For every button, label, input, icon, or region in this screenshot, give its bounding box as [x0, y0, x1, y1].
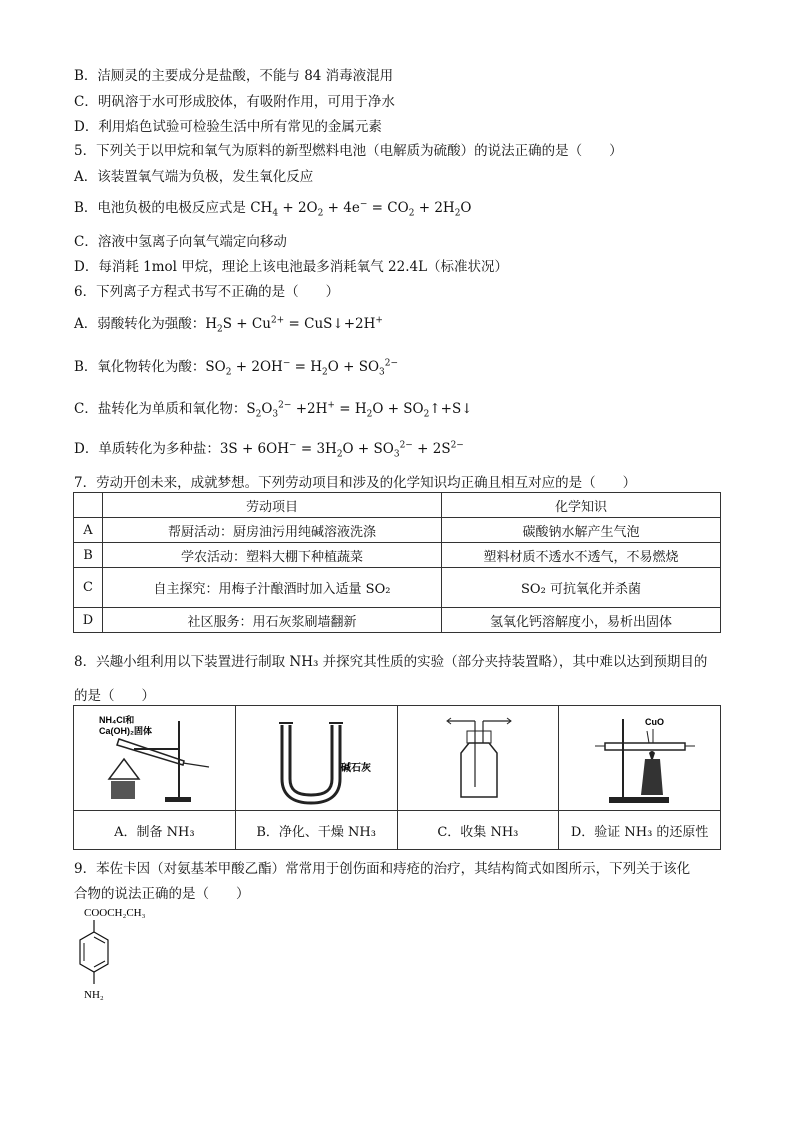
apparatus-d-cell	[559, 706, 721, 811]
apparatus-table	[73, 705, 721, 850]
structure-bottom-group: NH₂	[84, 989, 104, 1001]
question-7: 7．劳动开创未来，成就梦想。下列劳动项目和涉及的化学知识均正确且相互对应的是（ ）	[74, 475, 637, 491]
question-8-line2: 的是（ ）	[74, 688, 155, 704]
q6-option-c: C．盐转化为单质和氧化物：$S_2O_3^{2-} +2H^+ = H_2O$ + $SO_2↑+S↓$	[74, 400, 473, 420]
row-knowledge: 氢氧化钙溶解度小，易析出固体	[442, 608, 721, 633]
table-row	[74, 518, 721, 543]
row-label: D	[74, 608, 103, 633]
question-6: 6．下列离子方程式书写不正确的是（ ）	[74, 284, 340, 300]
q5-option-a: A．该装置氧气端为负极，发生氧化反应	[74, 169, 314, 185]
caption-d: D．验证 NH₃ 的还原性	[559, 811, 721, 850]
apparatus-a-cell	[74, 706, 236, 811]
q5-option-c: C．溶液中氢离子向氧气端定向移动	[74, 234, 287, 250]
row-knowledge: 碳酸钠水解产生气泡	[442, 518, 721, 543]
structure-top-group: COOCH₂CH₃	[84, 907, 146, 919]
option-d-text: D．利用焰色试验可检验生活中所有常见的金属元素	[74, 119, 382, 135]
u-tube-image	[241, 709, 391, 807]
row-item: 社区服务：用石灰浆刷墙翻新	[103, 608, 442, 633]
caption-c: C．收集 NH₃	[397, 811, 559, 850]
q5-option-b: B．电池负极的电极反应式是 $CH_4 + 2O_2 + 4e^- = CO_2 + 2H_2O$	[74, 199, 472, 219]
row-item: 学农活动：塑料大棚下种植蔬菜	[103, 543, 442, 568]
table-header-row	[74, 493, 721, 518]
header-labor-item: 劳动项目	[103, 493, 442, 518]
question-9-line1: 9．苯佐卡因（对氨基苯甲酸乙酯）常常用于创伤面和痔疮的治疗，其结构简式如图所示，下列关于该化	[74, 861, 691, 877]
row-knowledge: SO₂ 可抗氧化并杀菌	[442, 568, 721, 608]
row-label: A	[74, 518, 103, 543]
apparatus-b-cell	[235, 706, 397, 811]
apparatus-a-label-2: Ca(OH)₂固体	[99, 726, 153, 736]
question-8-line1: 8．兴趣小组利用以下装置进行制取 NH₃ 并探究其性质的实验（部分夹持装置略），其中难以达到预期目的	[74, 654, 708, 670]
q6-option-a: A．弱酸转化为强酸：$H_2S + Cu^{2+}$ = CuS↓+2H+	[74, 315, 383, 335]
table-row	[74, 543, 721, 568]
table-row	[74, 608, 721, 633]
q6-option-d: D．单质转化为多种盐：$3S + 6OH^- = 3H_2O + SO_3^{2-} + 2S^{2-}$	[74, 440, 464, 460]
benzocaine-structure-image	[72, 902, 182, 1006]
apparatus-b-label: 碱石灰	[341, 763, 372, 774]
apparatus-c-cell	[397, 706, 559, 811]
q6-option-b: B．氧化物转化为酸：$SO_2 + 2OH^- = H_2O + SO_3^{2-}$	[74, 358, 399, 378]
row-label: C	[74, 568, 103, 608]
row-item: 自主探究：用梅子汁酿酒时加入适量 SO₂	[103, 568, 442, 608]
row-knowledge: 塑料材质不透水不透气，不易燃烧	[442, 543, 721, 568]
q5-option-d: D．每消耗 1mol 甲烷，理论上该电池最多消耗氧气 22.4L（标准状况）	[74, 259, 509, 275]
apparatus-a-label-1: NH₄Cl和	[99, 715, 135, 725]
question-5: 5．下列关于以甲烷和氧气为原料的新型燃料电池（电解质为硫酸）的说法正确的是（ ）	[74, 143, 623, 159]
caption-a: A．制备 NH₃	[74, 811, 236, 850]
cuo-tube-image	[565, 709, 715, 807]
row-item: 帮厨活动：厨房油污用纯碱溶液洗涤	[103, 518, 442, 543]
option-c-text: C．明矾溶于水可形成胶体，有吸附作用，可用于净水	[74, 94, 395, 110]
labor-knowledge-table	[73, 492, 721, 633]
gas-bottle-image	[403, 709, 553, 807]
header-chem-knowledge: 化学知识	[442, 493, 721, 518]
question-9-line2: 合物的说法正确的是（ ）	[74, 886, 250, 902]
apparatus-d-label: CuO	[644, 717, 664, 727]
flask-heating-apparatus-image	[79, 709, 229, 807]
option-b-text: B．洁厕灵的主要成分是盐酸，不能与 84 消毒液混用	[74, 68, 394, 84]
row-label: B	[74, 543, 103, 568]
caption-b: B．净化、干燥 NH₃	[235, 811, 397, 850]
table-row	[74, 568, 721, 608]
